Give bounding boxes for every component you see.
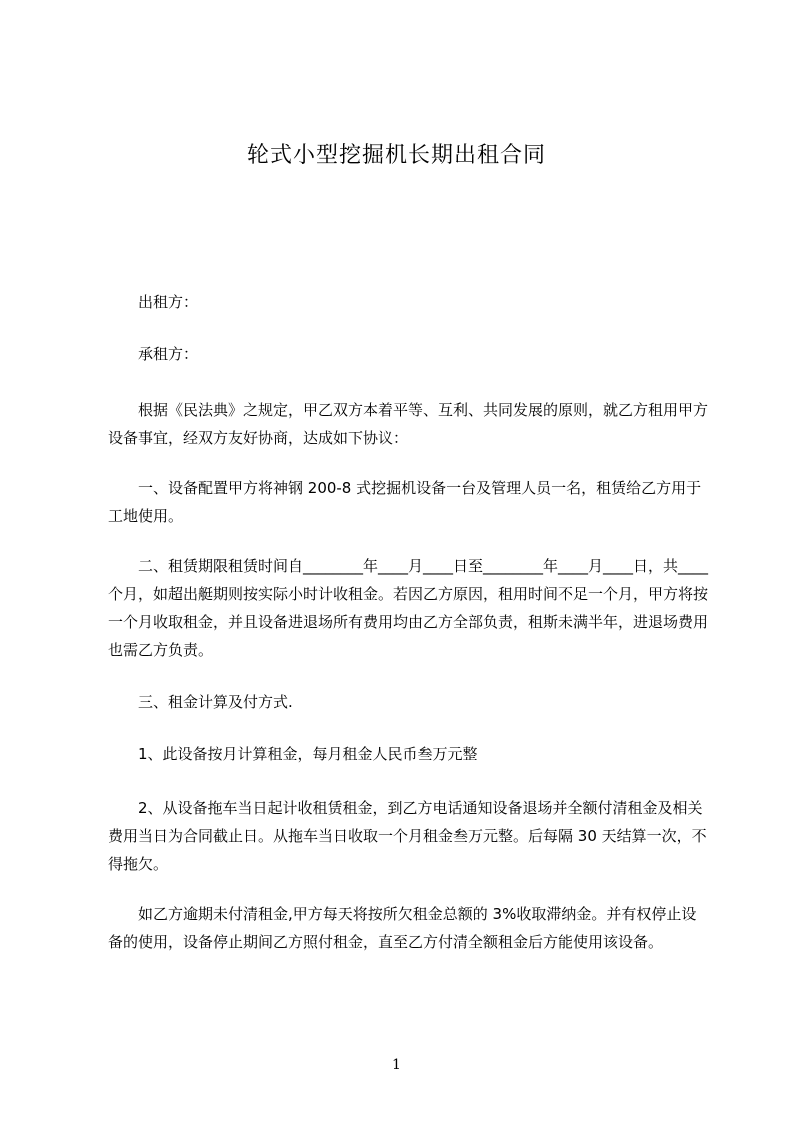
page-number: 1: [392, 1057, 401, 1073]
lessee-label: 承租方：: [138, 345, 199, 363]
clause-rent-heading: 三、租金计算及付方式.: [138, 693, 293, 711]
late-payment-paragraph: 如乙方逾期未付清租金,甲方每天将按所欠租金总额的 3%收取滞纳金。并有权停止设备的使用，设备停止期间乙方照付租金，直至乙方付清全额租金后方能使用该设备。: [108, 905, 697, 951]
clause-equipment-paragraph: 一、设备配置甲方将神钢 200-8 式挖掘机设备一台及管理人员一名，租赁给乙方用于工地使用。: [108, 479, 702, 525]
lessor-label: 出租方：: [138, 293, 199, 311]
preamble-paragraph: 根据《民法典》之规定，甲乙双方本着平等、互利、共同发展的原则，就乙方租用甲方设备事宜，经双方友好协商，达成如下协议：: [108, 401, 709, 447]
clause-lease-term-paragraph: 二、租赁期限租赁时间自________年____月____日至________年____月____日，共____个月，如超出艇期则按实际小时计收租金。若因乙方原因，租用时间不足一个月，甲方将按一个月收取租金，并且设备进退场所有费用均由乙方全部负责，租斯未满半年，进退场费用也需乙方负责。: [108, 557, 709, 659]
clause-rent-item-2: 2、从设备拖车当日起计收租赁租金，到乙方电话通知设备退场并全额付清租金及相关费用当日为合同截止日。从拖车当日收取一个月租金叁万元整。后每隔 30 天结算一次，不得拖欠。: [108, 799, 707, 873]
clause-rent-item-1: 1、此设备按月计算租金，每月租金人民币叁万元整: [138, 745, 478, 763]
document-title: 轮式小型挖掘机长期出租合同: [246, 143, 546, 168]
